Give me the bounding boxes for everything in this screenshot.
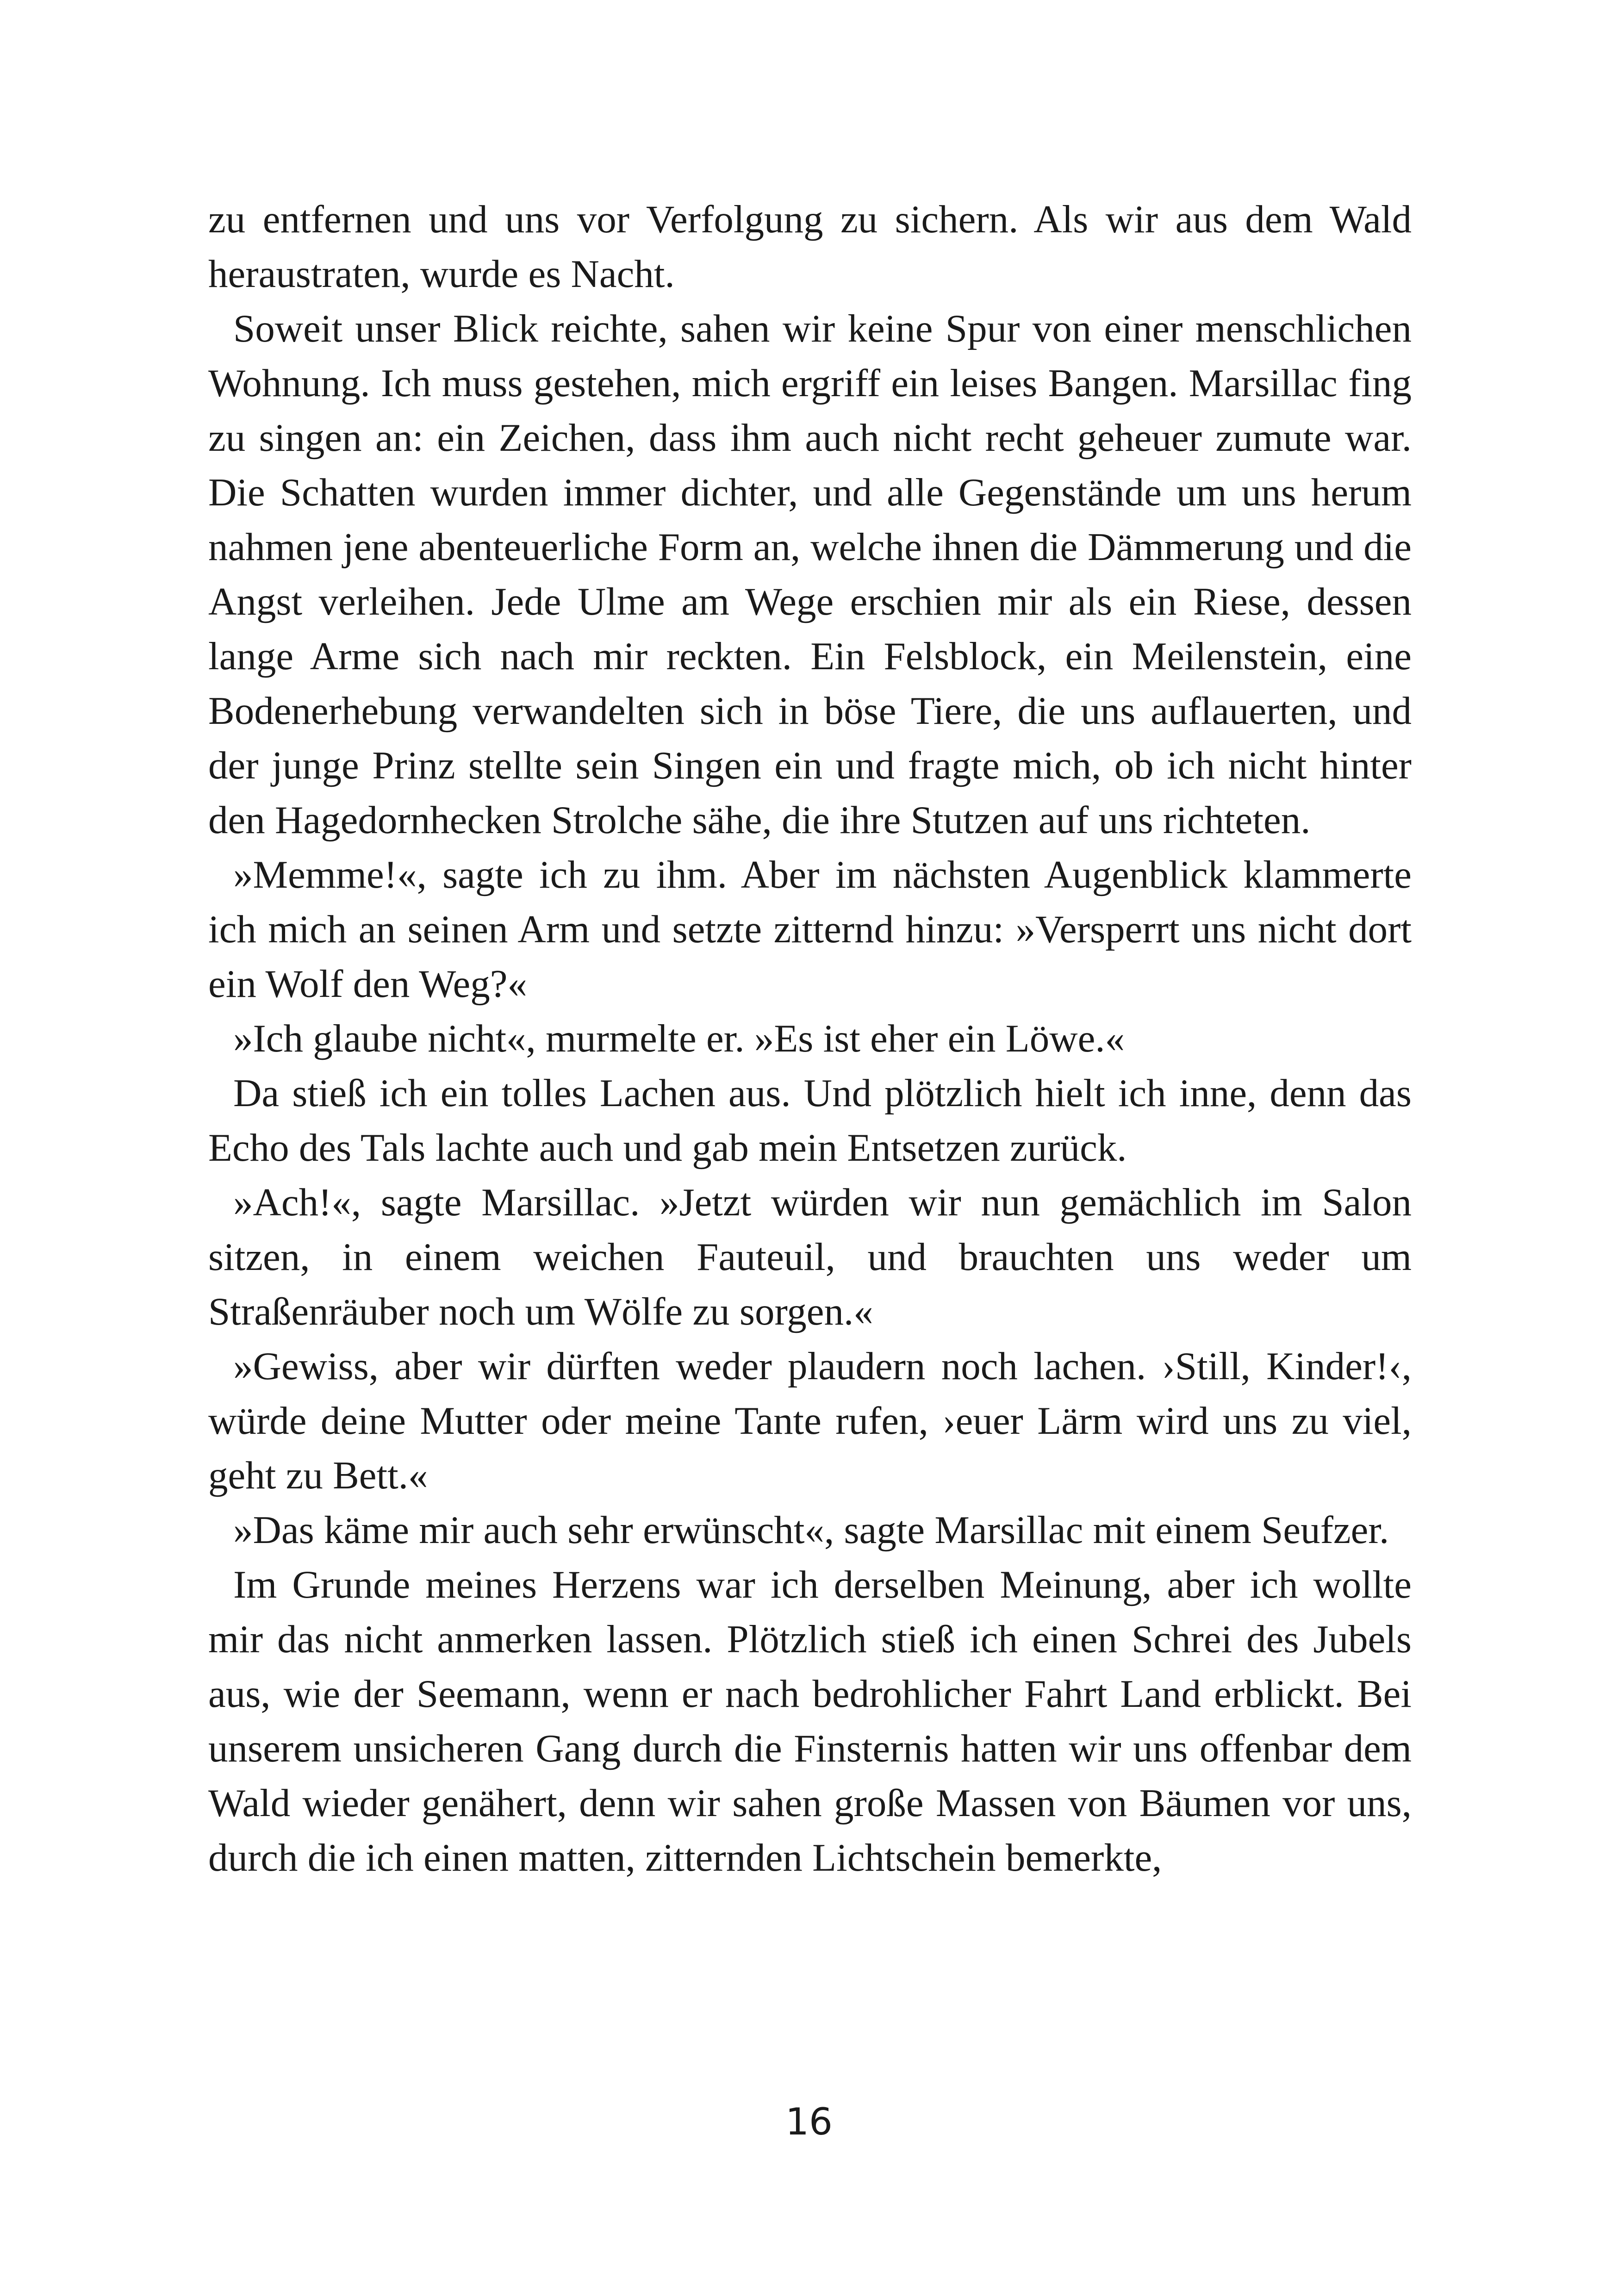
paragraph: »Ach!«, sagte Marsillac. »Jetzt würden wir nun gemächlich im Salon sitzen, in einem weichen Fauteuil, und brauchten uns weder um Straßenräuber noch um Wölfe zu sorgen.«	[208, 1181, 1412, 1333]
paragraph: zu entfernen und uns vor Verfolgung zu sichern. Als wir aus dem Wald heraustraten, wurde es Nacht.	[208, 198, 1412, 296]
page-number: 16	[785, 2100, 833, 2143]
paragraph: »Gewiss, aber wir dürften weder plaudern noch lachen. ›Still, Kinder!‹, würde deine Mutter oder meine Tante rufen, ›euer Lärm wird uns zu viel, geht zu Bett.«	[208, 1344, 1412, 1497]
paragraph: »Memme!«, sagte ich zu ihm. Aber im nächsten Augenblick klammerte ich mich an seinen Arm und setzte zitternd hinzu: »Versperrt uns nicht dort ein Wolf den Weg?«	[208, 853, 1412, 1006]
paragraph: Soweit unser Blick reichte, sahen wir keine Spur von einer menschlichen Wohnung. Ich muss gestehen, mich ergriff ein leises Bangen. Marsillac fing zu singen an: ein Zeichen, dass ihm auch nicht recht geheuer zumute war. Die Schatten wurden immer dichter, und alle Gegenstände um uns herum nahmen jene abenteuerliche Form an, welche ihnen die Dämmerung und die Angst verleihen. Jede Ulme am Wege erschien mir als ein Riese, dessen lange Arme sich nach mir reckten. Ein Felsblock, ein Meilenstein, eine Bodenerhebung verwandelten sich in böse Tiere, die uns auflauerten, und der junge Prinz stellte sein Singen ein und fragte mich, ob ich nicht hinter den Hagedornhecken Strolche sähe, die ihre Stutzen auf uns richteten.	[208, 307, 1412, 842]
paragraph: »Das käme mir auch sehr erwünscht«, sagte Marsillac mit einem Seufzer.	[233, 1508, 1389, 1552]
paragraph: Da stieß ich ein tolles Lachen aus. Und plötzlich hielt ich inne, denn das Echo des Tals lachte auch und gab mein Entsetzen zurück.	[208, 1071, 1412, 1170]
paragraph: Im Grunde meines Herzens war ich derselben Meinung, aber ich wollte mir das nicht anmerken lassen. Plötzlich stieß ich einen Schrei des Jubels aus, wie der Seemann, wenn er nach bedrohlicher Fahrt Land erblickt. Bei unserem unsicheren Gang durch die Finsternis hatten wir uns offenbar dem Wald wieder genähert, denn wir sahen große Massen von Bäumen vor uns, durch die ich einen matten, zitternden Lichtschein bemerkte,	[208, 1563, 1412, 1879]
paragraph: »Ich glaube nicht«, murmelte er. »Es ist eher ein Löwe.«	[233, 1017, 1125, 1060]
body-text	[208, 192, 1412, 1885]
